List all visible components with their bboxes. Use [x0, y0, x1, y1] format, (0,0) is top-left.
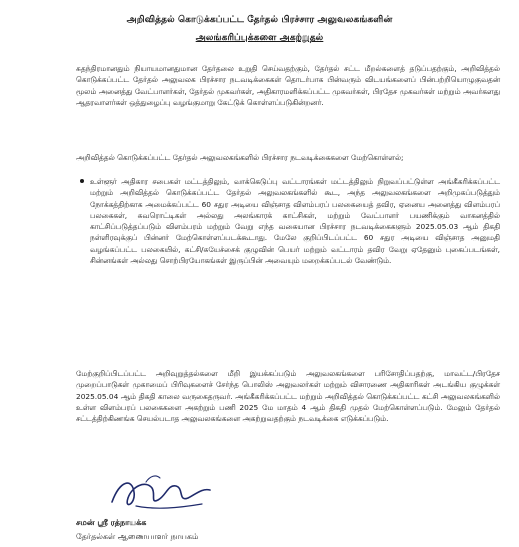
- bullet-text: உள்ளூர் அதிகார சபைகள் மட்டத்திலும், வாக்கெடுப்பு வட்டாரங்கள் மட்டத்திலும் நிறுவப்பட்டுள்ள அங்கீகரிக்கப்பட்ட மற்றும் அறிவித்தல் கொடுக்கப்பட்ட தேர்தல் அலுவலகங்களில் கூட, அந்த அலுவலகங்களை அறிமுகப்படுத்தும் நோக்கத்திற்காக அமைக்கப்பட்ட 60 சதுர அடியை விஞ்சாத விளம்பரப் பலகையைத் தவிர, ஏனைய அனைத்து விளம்பரப் பலகைகள், சுவரொட்டிகள் அல்லது அலங்காரக் காட்சிகள், மற்றும் வேட்பாளர் பயணிக்கும் வாகனத்தில் காட்சிப்படுத்தப்படும் விளம்பரம் மற்றும் வேறு எந்த வகையான பிரச்சார நடவடிக்கைகளும் 2025.05.03 ஆம் திகதி நள்ளிரவுக்குப் பின்னர் மேற்கொள்ளப்படக்கூடாது. மேலே குறிப்பிடப்பட்ட 60 சதுர அடியை விஞ்சாத அனுமதி வழங்கப்பட்ட பலகையில், கட்சி/சுயேச்சைக் குழுவின் பெயர் மற்றும் வட்டாரம் தவிர வேறு ஏதேனும் புகைப்படங்கள், சின்னங்கள் அல்லது சொற்பிரயோகங்கள் இருப்பின் அவையும் மறைக்கப்படல் வேண்டும்.: [90, 177, 500, 265]
- signatory-title: தேர்தல்கள் ஆணையாளர் நாயகம்: [76, 532, 199, 541]
- closing-paragraph: மேற்குறிப்பிடப்பட்ட அறிவுறுத்தல்களை மீறி இயக்கப்படும் அலுவலகங்களை பரிசோதிப்பதற்கு, மாவட்ட/பிரதேச முறைப்பாடுகள் முகாமைப் பிரிவுகளைச் சேர்ந்த பொலிஸ் அலுவலர்கள் மற்றும் விசாரணை அதிகாரிகள் அடங்கிய குழுக்கள் 2025.05.04 ஆம் திகதி காலை வருகைதருவர். அங்கீகரிக்கப்பட்ட மற்றும் அறிவித்தல் கொடுக்கப்பட்ட கட்சி அலுவலகங்களில் உள்ள விளம்பரப் பலகைகளை அகற்றும் பணி 2025 மே மாதம் 4 ஆம் திகதி முதல் மேற்கொள்ளப்படும். மேலும் தேர்தல் சட்டத்திற்கிணங்க செயல்படாத அலுவலகங்களை அகற்றுவதற்கும் நடவடிக்கை எடுக்கப்படும்.: [76, 369, 500, 423]
- title-line-2: அலங்கரிப்புக்களை அகற்றுதல்: [195, 32, 324, 43]
- bullet-item: [90, 176, 500, 266]
- title-line-1: அறிவித்தல் கொடுக்கப்பட்ட தேர்தல் பிரச்சார அலுவலகங்களின்: [126, 14, 393, 25]
- handwritten-signature: [106, 470, 216, 516]
- lead-paragraph: அறிவித்தல் கொடுக்கப்பட்ட தேர்தல் அலுவலகங்களில் பிரச்சார நடவடிக்கைகளை மேற்கொள்ளல்;: [76, 153, 404, 162]
- signatory-name: சமன் ஸ்ரீ ரத்நாயக்க: [76, 518, 147, 527]
- bullet-marker: [80, 179, 84, 183]
- intro-paragraph: சுதந்திரமானதும் நியாயமானதுமான தேர்தலை உறுதி செய்வதற்கும், தேர்தல் சட்ட மீறல்களைத் தடுப்பதற்கும், அறிவித்தல் கொடுக்கப்பட்ட தேர்தல் அலுவலக பிரச்சார நடவடிக்கைகள் தொடர்பாக பின்வரும் விடயங்களைப் பின்பற்றியொழுகுவதன் மூலம் அனைத்து வேட்பாளர்கள், தேர்தல் முகவர்கள், அதிகாரமளிக்கப்பட்ட முகவர்கள், பிரதேச முகவர்கள் மற்றும் அவர்களது ஆதரவாளர்கள் ஒத்துழைப்பு வழங்குமாறு கேட்டுக் கொள்ளப்படுகின்றனர்.: [76, 64, 500, 107]
